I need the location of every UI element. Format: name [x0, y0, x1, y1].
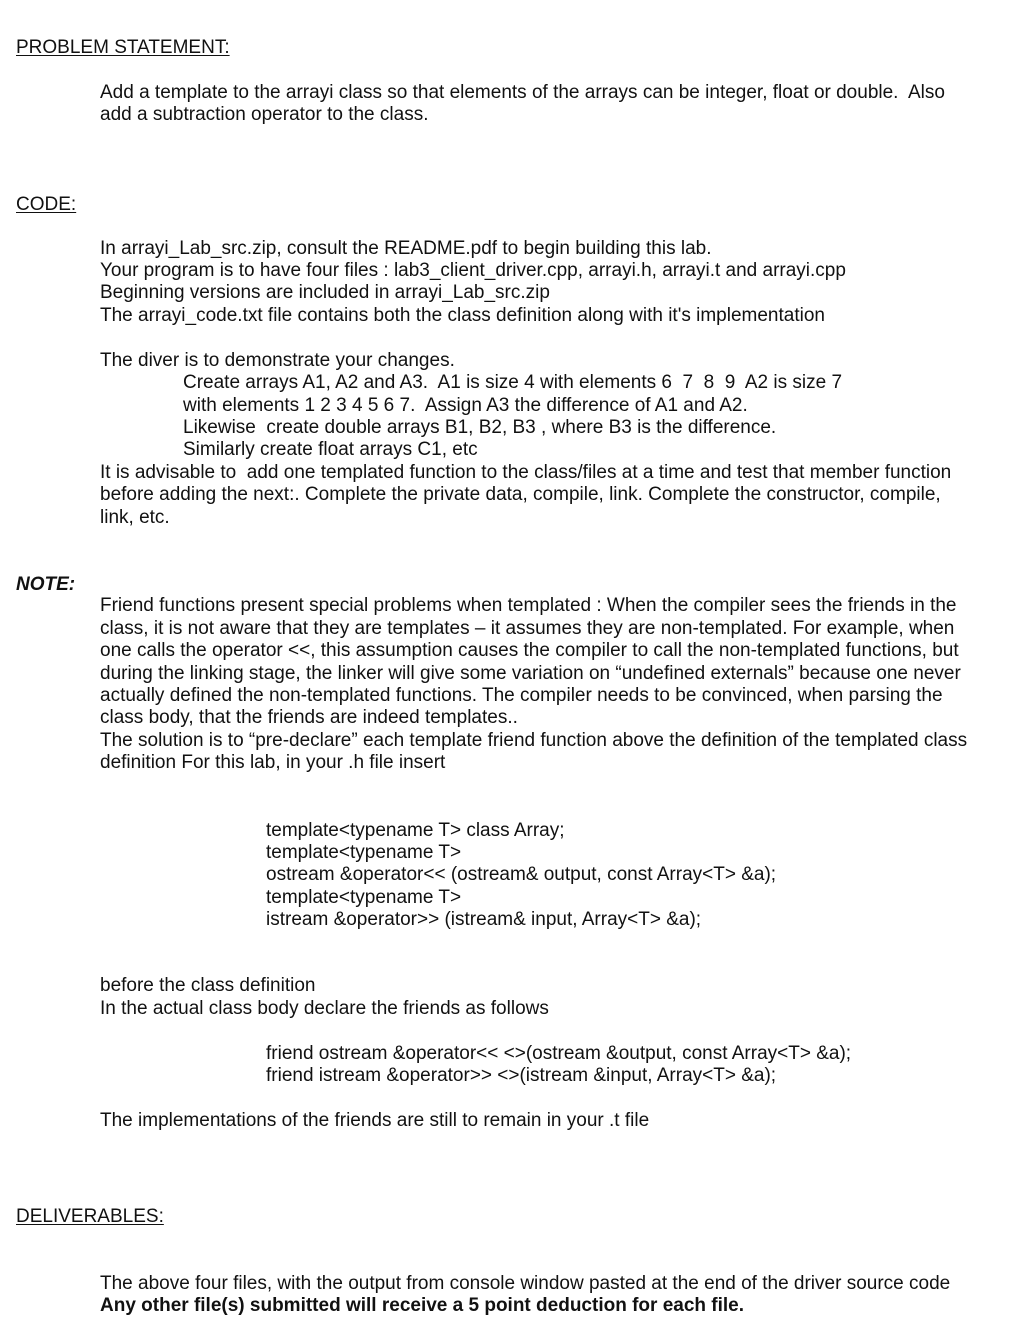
- note-heading: NOTE:: [16, 574, 76, 595]
- code-intro-line: Beginning versions are included in arrayi_Lab_src.zip: [100, 282, 550, 303]
- after-code-line: In the actual class body declare the friends as follows: [100, 998, 549, 1019]
- note-paragraph-line: class, it is not aware that they are templates – it assumes they are non-templated. For example, when: [100, 618, 955, 639]
- predeclare-code-line: template<typename T>: [266, 842, 462, 863]
- note-closing-line: The implementations of the friends are still to remain in your .t file: [100, 1110, 650, 1131]
- note-paragraph-line: The solution is to “pre-declare” each template friend function above the definition of the templated class: [100, 730, 968, 751]
- note-paragraph-line: definition For this lab, in your .h file insert: [100, 752, 446, 773]
- note-paragraph-line: Friend functions present special problems when templated : When the compiler sees the friends in the: [100, 595, 957, 616]
- driver-step-line: Create arrays A1, A2 and A3. A1 is size 4 with elements 6 7 8 9 A2 is size 7: [183, 372, 843, 393]
- code-intro-line: In arrayi_Lab_src.zip, consult the README.pdf to begin building this lab.: [100, 238, 712, 259]
- code-intro-line: Your program is to have four files : lab3_client_driver.cpp, arrayi.h, arrayi.t and arrayi.cpp: [100, 260, 846, 281]
- problem-statement-heading: PROBLEM STATEMENT:: [16, 37, 230, 58]
- predeclare-code-line: ostream &operator<< (ostream& output, const Array<T> &a);: [266, 864, 777, 885]
- code-heading: CODE:: [16, 194, 77, 215]
- driver-line: The diver is to demonstrate your changes.: [100, 350, 455, 371]
- friend-code-line: friend istream &operator>> <>(istream &input, Array<T> &a);: [266, 1065, 777, 1086]
- note-paragraph-line: actually defined the non-templated functions. The compiler needs to be convinced, when parsing the: [100, 685, 943, 706]
- deliverables-heading: DELIVERABLES:: [16, 1206, 164, 1227]
- driver-step-line: Similarly create float arrays C1, etc: [183, 439, 478, 460]
- deliverables-warning: Any other file(s) submitted will receive a 5 point deduction for each file.: [100, 1295, 745, 1316]
- code-intro-line: The arrayi_code.txt file contains both the class definition along with it's implementation: [100, 305, 825, 326]
- note-paragraph-line: class body, that the friends are indeed templates..: [100, 707, 518, 728]
- after-code-line: before the class definition: [100, 975, 316, 996]
- problem-line: add a subtraction operator to the class.: [100, 104, 429, 125]
- deliverables-line: The above four files, with the output from console window pasted at the end of the driver source code: [100, 1273, 951, 1294]
- friend-code-line: friend ostream &operator<< <>(ostream &output, const Array<T> &a);: [266, 1043, 852, 1064]
- advice-line: before adding the next:. Complete the private data, compile, link. Complete the constructor, compile,: [100, 484, 941, 505]
- note-paragraph-line: during the linking stage, the linker will give some variation on “undefined externals” because one never: [100, 663, 961, 684]
- problem-line: Add a template to the arrayi class so that elements of the arrays can be integer, float or double. Also: [100, 82, 945, 103]
- advice-line: It is advisable to add one templated function to the class/files at a time and test that member function: [100, 462, 952, 483]
- advice-line: link, etc.: [100, 507, 170, 528]
- predeclare-code-line: istream &operator>> (istream& input, Array<T> &a);: [266, 909, 702, 930]
- driver-step-line: Likewise create double arrays B1, B2, B3 , where B3 is the difference.: [183, 417, 777, 438]
- note-paragraph-line: one calls the operator <<, this assumption causes the compiler to call the non-templated functions, but: [100, 640, 959, 661]
- driver-step-line: with elements 1 2 3 4 5 6 7. Assign A3 the difference of A1 and A2.: [183, 395, 748, 416]
- predeclare-code-line: template<typename T> class Array;: [266, 820, 565, 841]
- predeclare-code-line: template<typename T>: [266, 887, 462, 908]
